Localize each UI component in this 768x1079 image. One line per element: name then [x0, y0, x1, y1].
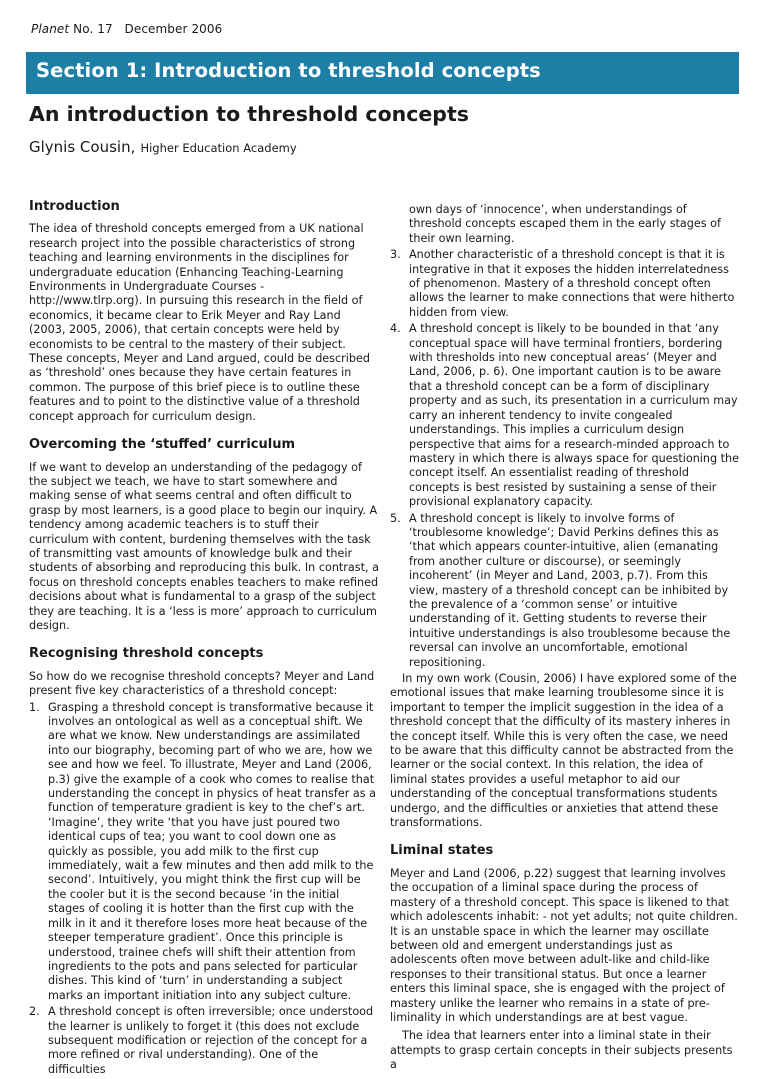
list-item: [390, 248, 740, 320]
list-item: [390, 322, 740, 509]
characteristics-list: [29, 701, 379, 1078]
list-item: [29, 1005, 379, 1077]
list-item: [29, 701, 379, 1004]
list-number: 5.: [390, 511, 401, 525]
right-column: [390, 203, 740, 1073]
heading-stuffed-curriculum: Overcoming the ‘stuffed’ curriculum: [29, 437, 296, 453]
heading-introduction: Introduction: [29, 199, 120, 214]
list-text: Another characteristic of a threshold concept is that it is integrative in that it exposes the hidden interrelatedness of phenomenon. Mastery of a threshold concept often allows the learner to make connections that were hitherto hidden from view.: [409, 248, 735, 319]
list-text: Grasping a threshold concept is transformative because it involves an ontological as well as a conceptual shift. We are what we know. New understandings are assimilated into our biography, becoming part of who we are, how we see and how we feel. To illustrate, Meyer and Land (2006, p.3) give the example of a cook who comes to realise that understanding the concept in physics of heat transfer as a function of temperature gradient is key to the chef’s art. ‘Imagine’, they write ‘that you have just poured two identical cups of tea; you want to cool down one as quickly as possible, you add milk to the first cup immediately, wait a few minutes and then add milk to the second’. Intuitively, you might think the first cup will be the cooler but it is the second because ‘in the initial stages of cooling it is hotter than the first cup with the milk in it and it therefore loses more heat because of the steeper temperature gradient’. Once this principle is understood, trainee chefs will shift their attention from ingredients to the pots and pans selected for particular dishes. This kind of ‘turn’ in understanding a subject marks an important initiation into any subject culture.: [48, 700, 376, 1002]
page-header: [31, 22, 222, 36]
section-title: Section 1: Introduction to threshold concepts: [36, 59, 541, 82]
list-continuation: own days of ‘innocence’, when understandings of threshold concepts escaped them in the early stages of their own learning.: [409, 203, 721, 245]
byline: [29, 137, 297, 156]
list-text: A threshold concept is likely to involve forms of ‘troublesome knowledge’; David Perkins defines this as ‘that which appears counter-intuitive, alien (emanating from another culture or discourse), or seemingly incoherent’ (in Meyer and Land, 2003, p.7). From this view, mastery of a threshold concept can be inhibited by the prevalence of a ‘common sense’ or intuitive understanding of it. Getting students to reverse their intuitive understandings is also troublesome because the reversal can involve an uncomfortable, emotional repositioning.: [409, 511, 731, 669]
paragraph-introduction: The idea of threshold concepts emerged from a UK national research project into the possible characteristics of strong teaching and learning environments in the disciplines for undergraduate education (Enhancing Teaching-Learning Environments in Undergraduate Courses - http://www.tlrp.org). In pursuing this research in the field of economics, it became clear to Erik Meyer and Ray Land (2003, 2005, 2006), that certain concepts were held by economists to be central to the mastery of their subject. These concepts, Meyer and Land argued, could be described as ‘threshold’ ones because they have certain features in common. The purpose of this brief piece is to outline these features and to point to the distinctive value of a threshold concept approach for curriculum design.: [29, 222, 370, 423]
issue-date: December 2006: [124, 22, 223, 36]
paragraph-stuffed-curriculum: If we want to develop an understanding of the pedagogy of the subject we teach, we have to start somewhere and making sense of what seems central and often difficult to grasp by most learners, is a good place to begin our inquiry. A tendency among academic teachers is to stuff their curriculum with content, burdening themselves with the task of transmitting vast amounts of knowledge bulk and their students of absorbing and reproducing this bulk. In contrast, a focus on threshold concepts enables teachers to make refined decisions about what is fundamental to a grasp of the subject they are teaching. It is a ‘less is more’ approach to curriculum design.: [29, 460, 379, 632]
list-number: 2.: [29, 1005, 40, 1019]
paragraph-liminal-idea: The idea that learners enter into a liminal state in their attempts to grasp certain concepts in their subjects presents a: [390, 1029, 733, 1072]
list-text: A threshold concept is likely to be bounded in that ‘any conceptual space will have terminal frontiers, bordering with thresholds into new conceptual areas’ (Meyer and Land, 2006, p. 6). One important caution is to be aware that a threshold concept can be a form of disciplinary property and as such, its presentation in a curriculum may carry an inherent tendency to invite congealed understandings. This implies a curriculum design perspective that aims for a research-minded approach to mastery in which there is always space for questioning the concept itself. An essentialist reading of threshold concepts is best resisted by sustaining a sense of their provisional explanatory capacity.: [409, 322, 740, 509]
heading-recognising: Recognising threshold concepts: [29, 646, 264, 662]
paragraph-recognising: So how do we recognise threshold concepts? Meyer and Land present five key characteristics of a threshold concept:: [29, 669, 375, 698]
list-item: [390, 512, 740, 670]
list-number: 1.: [29, 700, 40, 714]
author-name: Glynis Cousin,: [29, 138, 136, 156]
issue-number: No. 17: [73, 22, 113, 36]
characteristics-list-continued: [390, 248, 740, 670]
publication-name: Planet: [31, 22, 70, 36]
section-banner: [26, 52, 739, 94]
author-affiliation: Higher Education Academy: [140, 141, 297, 155]
list-number: 3.: [390, 248, 401, 262]
article-title: An introduction to threshold concepts: [29, 102, 469, 126]
list-number: 4.: [390, 322, 401, 336]
paragraph-own-work: In my own work (Cousin, 2006) I have explored some of the emotional issues that make learning troublesome since it is important to temper the implicit suggestion in the idea of a threshold concept that the difficulty of its mastery inheres in the concept itself. While this is very often the case, we need to be aware that this difficulty cannot be abstracted from the learner or the social context. In this relation, the idea of liminal states provides a useful metaphor to aid our understanding of the conceptual transformations students undergo, and the difficulties or anxieties that attend these transformations.: [390, 672, 737, 830]
left-column: [29, 200, 379, 1079]
paragraph-liminal: Meyer and Land (2006, p.22) suggest that learning involves the occupation of a liminal space during the process of mastery of a threshold concept. This space is likened to that which adolescents inhabit: - not yet adults; not quite children. It is an unstable space in which the learner may oscillate between old and emergent understandings just as adolescents often move between adult-like and child-like responses to their transitional status. But once a learner enters this liminal space, she is engaged with the project of mastery unlike the learner who remains in a state of pre-liminality in which understandings are at best vague.: [390, 866, 738, 1024]
heading-liminal-states: Liminal states: [390, 843, 494, 859]
list-text: A threshold concept is often irreversible; once understood the learner is unlikely to forget it (this does not exclude subsequent modification or rejection of the concept for a more refined or rival understanding). One of the difficulties: [48, 1005, 374, 1076]
